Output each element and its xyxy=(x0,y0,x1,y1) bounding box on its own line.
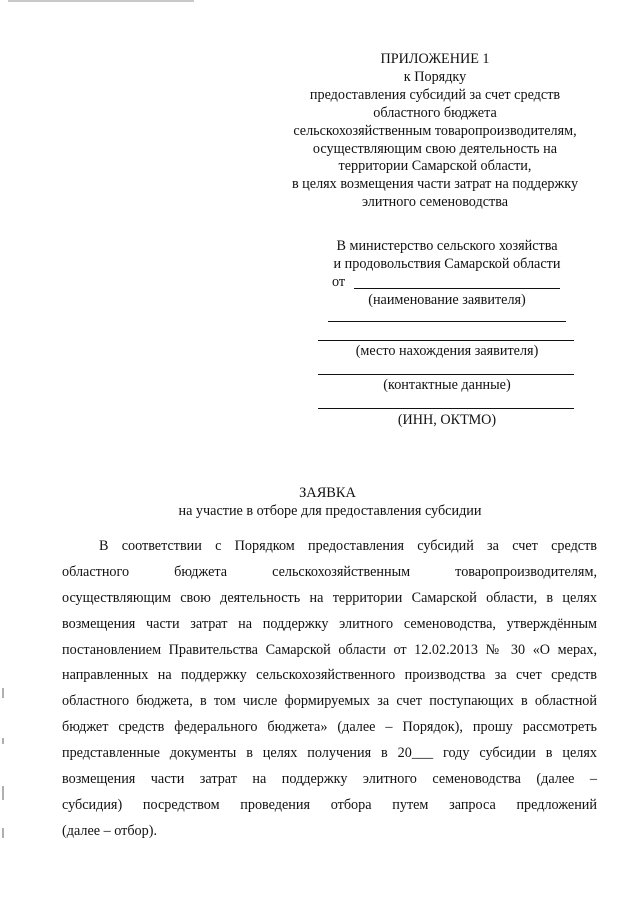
addressee-block xyxy=(316,237,578,309)
appendix-line: территории Самарской области, xyxy=(338,158,532,175)
body-line: осуществляющим свою деятельность на территории Самарской области, в целях xyxy=(62,589,597,606)
appendix-line: элитного семеноводства xyxy=(361,194,509,211)
from-row xyxy=(316,273,578,291)
appendix-line: осуществляющим свою деятельность на xyxy=(312,140,558,157)
inn-blank[interactable] xyxy=(318,408,574,409)
body-line: возмещения части затрат на поддержку элитного семеноводства, утверждённым xyxy=(62,615,597,632)
body-line: направленных на поддержку сельскохозяйственного производства за счет средств xyxy=(62,667,597,684)
document-subtitle: на участие в отборе для предоставления субсидии xyxy=(178,503,482,519)
caption-location: (место нахождения заявителя) xyxy=(355,343,539,359)
body-line: областного бюджета, в том числе формируемых за счет поступающих в областной xyxy=(62,693,597,710)
scan-artifact-top xyxy=(8,0,194,2)
from-label: от xyxy=(332,274,346,290)
contacts-blank[interactable] xyxy=(318,374,574,375)
body-line: (далее – отбор). xyxy=(62,822,158,839)
body-line: бюджет средств федерального бюджета» (далее – Порядок), прошу рассмотреть xyxy=(62,719,597,736)
appendix-line: предоставления субсидий за счет средств xyxy=(309,86,561,103)
applicant-name-blank[interactable] xyxy=(354,288,560,289)
appendix-line: ПРИЛОЖЕНИЕ 1 xyxy=(380,51,490,67)
location-blank[interactable] xyxy=(318,340,574,341)
appendix-line: в целях возмещения части затрат на поддержку xyxy=(291,176,579,193)
scan-artifact-left xyxy=(2,738,4,744)
body-paragraph xyxy=(62,534,597,845)
body-line: постановлением Правительства Самарской области от 12.02.2013 № 30 «О мерах, xyxy=(62,641,597,658)
appendix-line: областного бюджета xyxy=(373,104,497,121)
document-title: ЗАЯВКА xyxy=(299,485,356,501)
applicant-name-blank-2[interactable] xyxy=(328,321,566,322)
appendix-line: к Порядку xyxy=(403,68,467,85)
appendix-header xyxy=(270,51,600,212)
scan-artifact-left xyxy=(2,786,4,800)
caption-contacts: (контактные данные) xyxy=(383,377,511,393)
body-line: возмещения части затрат на поддержку элитного семеноводства (далее – xyxy=(62,771,597,788)
appendix-line: сельскохозяйственным товаропроизводителям, xyxy=(293,122,577,139)
body-line: субсидия) посредством проведения отбора путем запроса предложений xyxy=(62,796,597,813)
scan-artifact-left xyxy=(2,828,4,838)
caption-applicant-name: (наименование заявителя) xyxy=(368,292,526,308)
scan-artifact-left xyxy=(2,688,4,698)
addressee-line: и продовольствия Самарской области xyxy=(333,256,561,272)
body-line: областного бюджета сельскохозяйственным товаропроизводителям, xyxy=(62,563,597,580)
body-line: В соответствии с Порядком предоставления субсидий за счет средств xyxy=(99,538,597,554)
caption-inn: (ИНН, ОКТМО) xyxy=(397,412,497,428)
body-line: представленные документы в целях получения в 20___ году субсидии в целях xyxy=(62,745,597,762)
addressee-line: В министерство сельского хозяйства xyxy=(336,238,558,254)
